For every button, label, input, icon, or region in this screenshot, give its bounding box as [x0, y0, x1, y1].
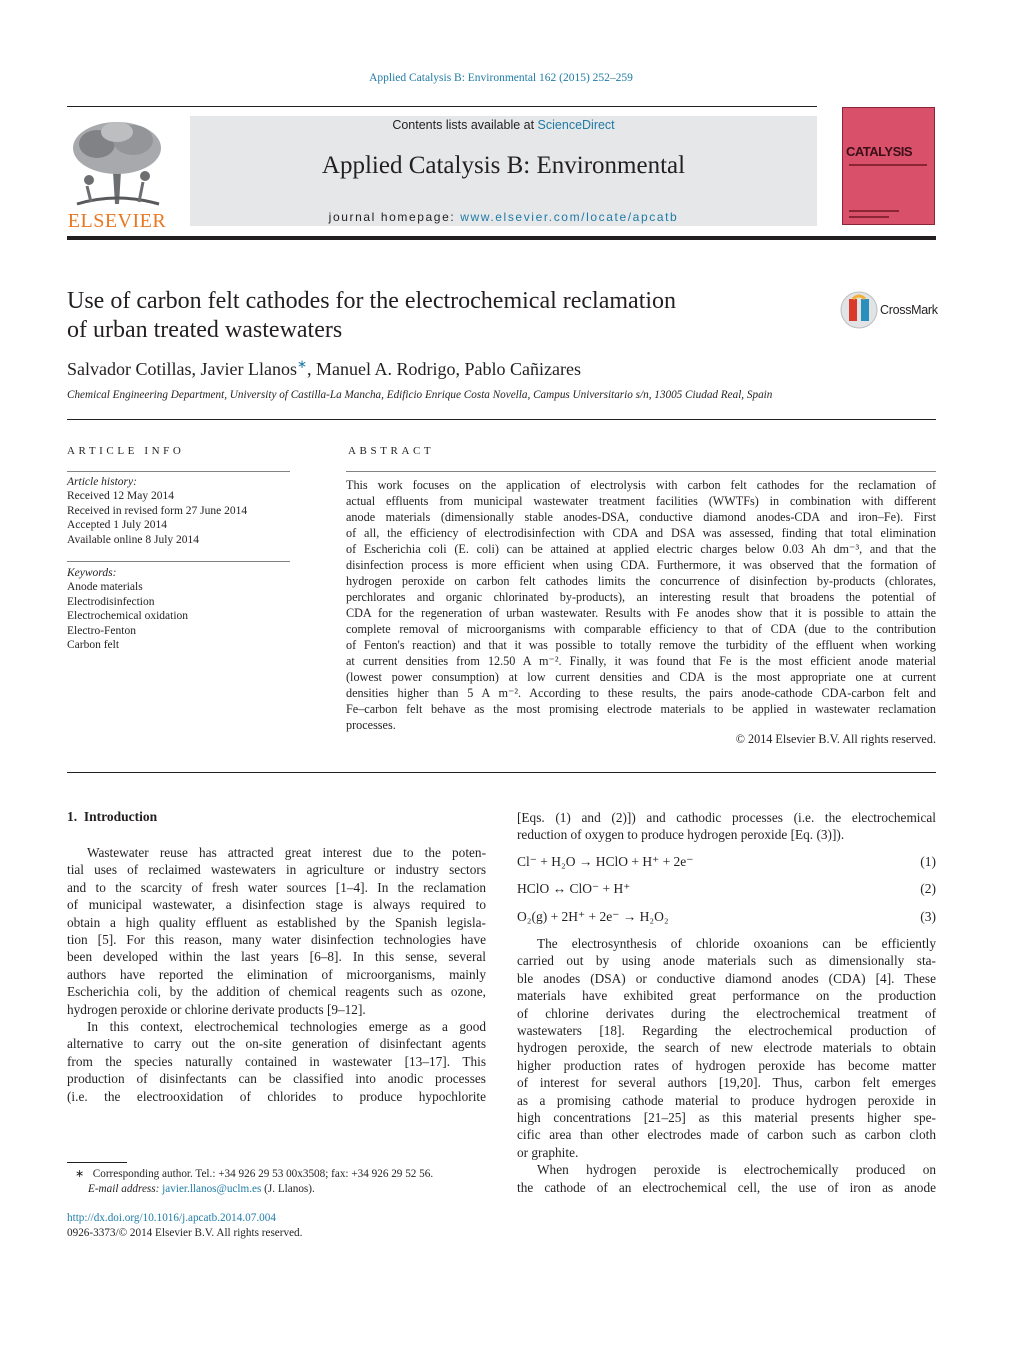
keyword: Electrochemical oxidation [67, 610, 189, 623]
homepage-prefix: journal homepage: [328, 210, 461, 224]
body-line: obtain a high quality effluent as established by the Spanish legisla- [67, 914, 486, 930]
homepage-link[interactable]: www.elsevier.com/locate/apcatb [460, 210, 679, 224]
body-line: of municipal wastewater, a disinfection stage is always required to [67, 897, 486, 913]
issn-line: 0926-3373/© 2014 Elsevier B.V. All rights reserved. [67, 1226, 303, 1239]
body-line: ble anodes (DSA) or conductive diamond anodes (CDA) [4]. These [517, 970, 936, 986]
body-line: Escherichia coli, by the addition of chemical reagents such as ozone, [67, 984, 486, 1000]
body-line: and to the scarcity of fresh water sources [1–4]. In the reclamation [67, 879, 486, 895]
body-line: alternative to carry out the on-site generation of disinfectant agents [67, 1036, 486, 1052]
body-line: been developed within the last years [6–8]. In this sense, several [67, 949, 486, 965]
abstract-line: disinfection process is more efficient when using CDA. Furthermore, it was observed that the formation of [346, 558, 936, 572]
contents-prefix: Contents lists available at [392, 118, 538, 132]
abstract-line: (lowest power consumption) at low current densities and CDA is the most appropriate one at current [346, 670, 936, 684]
article-info-heading: ARTICLE INFO [67, 445, 185, 457]
abstract-line: of Escherichia coli (E. coli) can be attained at applied electric charges below 0.03 Ah dm⁻³, and that the [346, 542, 936, 556]
email-link[interactable]: javier.llanos@uclm.es [162, 1182, 262, 1195]
header-thick-rule [67, 236, 936, 240]
body-line: [Eqs. (1) and (2)]) and cathodic processes (i.e. the electrochemical [517, 810, 936, 825]
keywords [67, 566, 188, 652]
body-line: hydrogen peroxide, the search of new electrode materials to obtain [517, 1040, 936, 1056]
keyword: Electro-Fenton [67, 624, 136, 637]
abstract-line: CDA for the regeneration of urban wastewater. Results with Fe anodes show that it is possible to attain the [346, 606, 936, 620]
abstract-line: complete removal of microorganisms with comparable efficiency to that of CDA (due to the contribution [346, 622, 936, 636]
body-line: as a promising cathode material to produce hydrogen peroxide in [517, 1092, 936, 1108]
history-item: Accepted 1 July 2014 [67, 519, 167, 532]
sciencedirect-link[interactable]: ScienceDirect [537, 118, 615, 132]
body-line: or graphite. [517, 1144, 579, 1160]
body-line: wastewaters [18]. Regarding the electrochemical production of [517, 1023, 936, 1039]
keyword: Electrodisinfection [67, 595, 155, 608]
body-line: higher production rates of hydrogen peroxide has become matter [517, 1057, 936, 1073]
elsevier-tree-icon [67, 116, 167, 208]
abstract-heading: ABSTRACT [348, 445, 435, 457]
article-title [67, 287, 676, 345]
journal-homepage [190, 210, 817, 224]
cover-stripe [849, 210, 899, 212]
abstract-body [346, 477, 936, 733]
cover-title: CATALYSIS [846, 144, 913, 159]
journal-title: Applied Catalysis B: Environmental [321, 152, 686, 179]
section-heading: 1. Introduction [67, 809, 158, 824]
abstract-line: at current densities from 12.50 A m⁻². Finally, it was found that Fe is the most efficient anode material [346, 654, 936, 668]
history-item: Received 12 May 2014 [67, 490, 174, 503]
body-line: authors have reported the elimination of microorganisms, mainly [67, 966, 486, 982]
body-line: hydrogen peroxide or chlorine derivate products [9–12]. [67, 1001, 366, 1017]
authors [67, 357, 581, 380]
intro-right-column [517, 935, 936, 1196]
corresponding-text: Corresponding author. Tel.: +34 926 29 53 00x3508; fax: +34 926 29 52 56. [92, 1168, 434, 1180]
keyword: Anode materials [67, 581, 143, 594]
abstract-line: of Fenton's reaction) and that it was possible to totally remove the turbidity of the effluent when working [346, 638, 936, 652]
intro-left-column [67, 844, 486, 1105]
equation-number: (1) [920, 854, 936, 869]
body-line: the cathode of an electrochemical cell, the use of iron as anode [517, 1179, 936, 1195]
abstract-rule [346, 471, 936, 472]
author-name: Salvador Cotillas, [67, 359, 201, 379]
footnote [67, 1167, 433, 1196]
abstract-line: actual effluents from municipal wastewater treatment facilities (WWTFs) in combination with different [346, 494, 936, 508]
email-footnote [67, 1182, 433, 1197]
abstract-line: This work focuses on the application of electrolysis with carbon felt cathodes for the reclamation of [346, 478, 936, 492]
equation-1: Cl⁻ + H₂O → HClO + H⁺ + 2e⁻ [517, 854, 694, 869]
affiliation: Chemical Engineering Department, University of Castilla-La Mancha, Edificio Enrique Costa Novella, Campus Universitario s/n, 13005 Ciudad Real, Spain [67, 389, 773, 401]
corresponding-marker[interactable]: ∗ [296, 357, 308, 371]
body-line: cific area than other electrodes made of carbon such as carbon cloth [517, 1127, 936, 1143]
footnote-marker: ∗ [75, 1168, 85, 1180]
abstract-line: densities higher than 5 A m⁻². According to these results, the pairs anode-cathode CDA-carbon felt and [346, 686, 936, 700]
body-line: high concentrations [21–25] as this material presents higher spe- [517, 1110, 936, 1126]
publisher-name: ELSEVIER [67, 210, 167, 232]
doi-block [67, 1211, 302, 1240]
body-line: The electrosynthesis of chloride oxoanions can be efficiently [537, 936, 936, 951]
abstract-line: processes. [346, 718, 396, 732]
body-line: carried out by using anode materials such as dimensionally sta- [517, 953, 936, 969]
email-suffix: (J. Llanos). [261, 1182, 315, 1195]
crossmark-icon [840, 291, 878, 329]
body-line: tion [5]. For this reason, many water disinfection technologies have [67, 932, 486, 948]
title-line: of urban treated wastewaters [67, 317, 343, 343]
history-label: Article history: [67, 476, 137, 488]
doi-link[interactable]: http://dx.doi.org/10.1016/j.apcatb.2014.07.004 [67, 1212, 276, 1224]
affiliation-rule [67, 419, 936, 420]
abstract-line: anode materials (dimensionally stable anodes-DSA, conductive diamond anodes-CDA and iron–Fe). First [346, 510, 936, 524]
email-label: E-mail address: [88, 1182, 163, 1195]
crossmark-badge[interactable] [840, 291, 936, 329]
body-line: materials have exhibited great performance on the production [517, 988, 936, 1004]
footnote-rule [67, 1162, 127, 1163]
abstract-line: Fe–carbon felt behave as the most promising electrode materials to be applied in wastewater reclamation [346, 702, 936, 716]
contents-available [190, 118, 817, 132]
history-item: Received in revised form 27 June 2014 [67, 504, 248, 517]
history-item: Available online 8 July 2014 [67, 533, 200, 546]
body-line: of interest for several authors [19,20]. Thus, carbon felt emerges [517, 1075, 936, 1091]
abstract-line: of all, the efficiency of electrodisinfection with CDA and DSA was assessed, finding that total elimination [346, 526, 936, 540]
article-history [67, 475, 247, 547]
title-line: Use of carbon felt cathodes for the electrochemical reclamation [67, 288, 677, 314]
cover-stripe [849, 216, 889, 218]
body-line: In this context, electrochemical technologies emerge as a good [87, 1019, 486, 1035]
journal-reference[interactable]: Applied Catalysis B: Environmental 162 (2015) 252–259 [369, 72, 633, 84]
cover-stripe [849, 164, 927, 166]
header-top-rule [67, 106, 817, 107]
abstract-bottom-rule [67, 772, 936, 773]
equation-3: O₂(g) + 2H⁺ + 2e⁻ → H₂O₂ [517, 909, 669, 924]
body-line: (i.e. the electrooxidation of chlorides to produce hypochlorite [67, 1088, 486, 1104]
journal-cover[interactable] [842, 107, 935, 225]
author-name: , Manuel A. Rodrigo, Pablo Cañizares [307, 359, 581, 379]
author-name: Javier Llanos [200, 359, 297, 379]
corresponding-footnote [67, 1167, 433, 1182]
keyword: Carbon felt [67, 639, 120, 652]
abstract-line: hydrogen peroxide on carbon felt cathodes limits the concurrence of disinfection by-products (chlorates, [346, 574, 936, 588]
crossmark-label: CrossMark [880, 303, 938, 317]
abstract-line: perchlorates and organic chlorinated by-products), an interesting result that broadens the potential of [346, 590, 936, 604]
body-line: reduction of oxygen to produce hydrogen peroxide [Eq. (3)]). [517, 827, 845, 843]
equation-number: (2) [920, 881, 936, 896]
journal-banner [190, 116, 817, 226]
abstract-copyright: © 2014 Elsevier B.V. All rights reserved. [735, 732, 936, 746]
equation-number: (3) [920, 909, 936, 924]
body-line: production of disinfectants can be classified into anodic processes [67, 1071, 486, 1087]
body-line: Wastewater reuse has attracted great interest due to the poten- [87, 845, 486, 860]
body-line: from the species naturally contained in wastewater [13–17]. This [67, 1053, 486, 1069]
body-line: tial uses of reclaimed wastewaters in agriculture or industry sectors [67, 862, 486, 878]
keywords-rule [67, 561, 290, 562]
body-line: of chlorine derivates during the electrochemical treatment of [517, 1005, 936, 1021]
elsevier-logo [67, 116, 167, 230]
keywords-label: Keywords: [67, 567, 117, 579]
article-info-rule [67, 471, 290, 472]
body-line: When hydrogen peroxide is electrochemically produced on [537, 1162, 936, 1178]
intro-right-top [517, 809, 936, 844]
equation-2: HClO ↔ ClO⁻ + H⁺ [517, 881, 631, 896]
